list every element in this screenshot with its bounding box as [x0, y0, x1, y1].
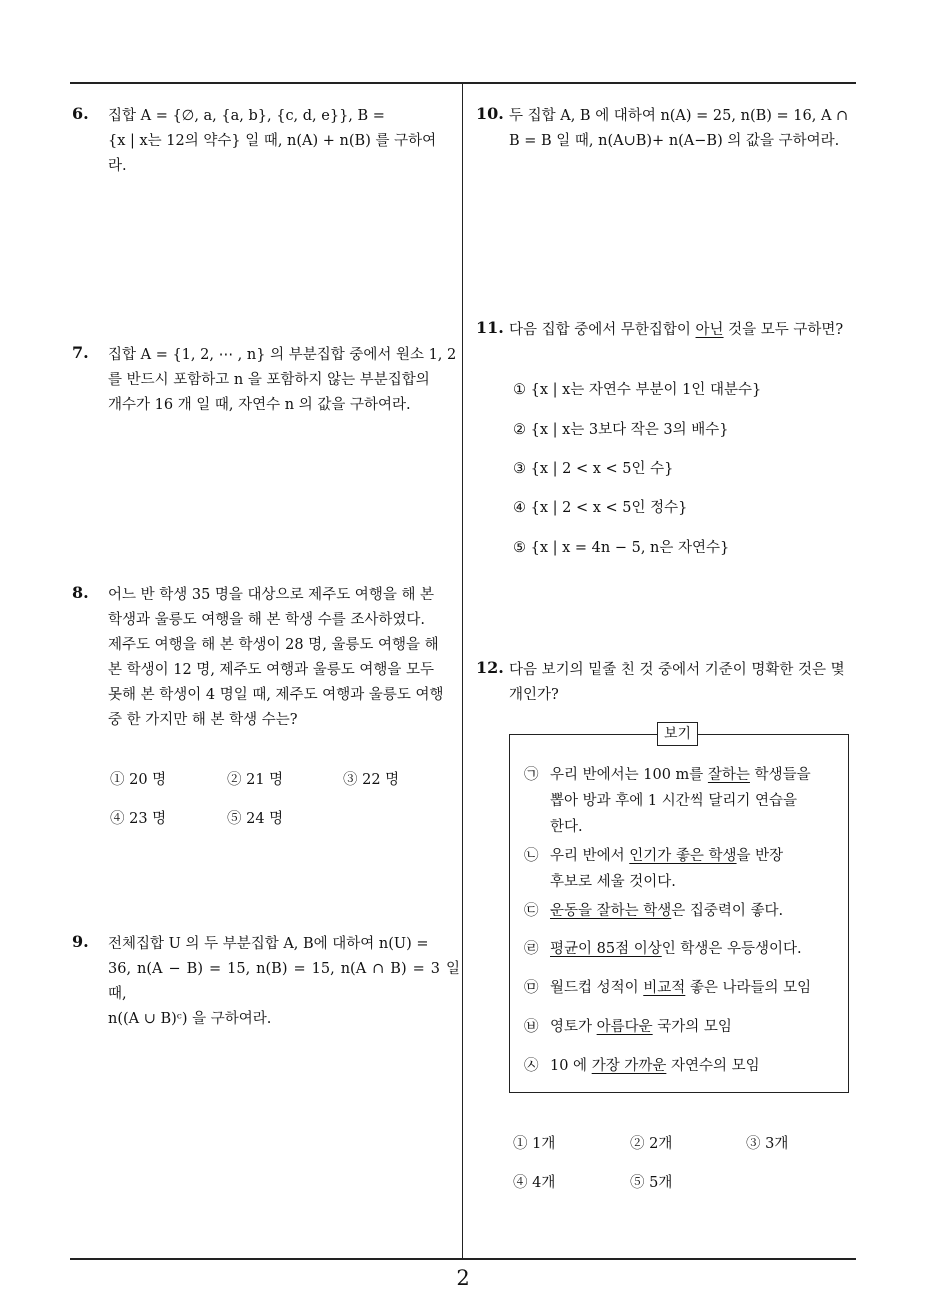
text-line: 를 반드시 포함하고 n 을 포함하지 않는 부분집합의: [108, 372, 430, 388]
item-marker: ㉥: [524, 1019, 539, 1035]
question-number: 11.: [476, 318, 504, 337]
text-line: 본 학생이 12 명, 제주도 여행과 울릉도 여행을 모두: [108, 662, 435, 678]
text-line: 36, n(A − B) = 15, n(B) = 15, n(A ∩ B) = 3 일 때,: [108, 961, 460, 1002]
question-text: [509, 658, 859, 708]
item-marker: ㉢: [524, 903, 539, 919]
question-number: 9.: [72, 932, 89, 951]
question-number: 6.: [72, 104, 89, 123]
choice-2[interactable]: ② 2개: [630, 1136, 673, 1152]
underlined-text: 잘하는: [707, 767, 750, 783]
text-line: 못해 본 학생이 4 명일 때, 제주도 여행과 울릉도 여행: [108, 687, 444, 703]
choice-5[interactable]: ⑤ {x | x = 4n − 5, n은 자연수}: [513, 540, 730, 556]
example-box-label: 보기: [657, 722, 698, 746]
underlined-text: 가장 가까운: [591, 1058, 667, 1074]
question-text: [108, 932, 460, 1032]
choice-3[interactable]: ③ 3개: [746, 1136, 789, 1152]
top-rule: [70, 82, 856, 84]
choice-1[interactable]: ① 20 명: [110, 772, 167, 788]
text-line: 한다.: [550, 819, 583, 835]
underlined-text: 비교적: [643, 980, 686, 996]
question-text: [108, 583, 460, 733]
choice-2[interactable]: ② 21 명: [227, 772, 284, 788]
item-marker: ㉣: [524, 941, 539, 957]
choice-3[interactable]: ③ {x | 2 < x < 5인 수}: [513, 461, 674, 477]
text-line: 집합 A = {∅, a, {a, b}, {c, d, e}}, B =: [108, 108, 385, 124]
item-marker: ㉤: [524, 980, 539, 996]
text-line: n((A ∪ B)ᶜ) 을 구하여라.: [108, 1011, 272, 1027]
text-line: 두 집합 A, B 에 대하여 n(A) = 25, n(B) = 16, A ∩: [509, 108, 849, 124]
question-number: 10.: [476, 104, 504, 123]
text-line: 개인가?: [509, 687, 559, 703]
underlined-text: 아닌: [695, 322, 724, 338]
question-text: [509, 318, 859, 343]
text-line: 어느 반 학생 35 명을 대상으로 제주도 여행을 해 본: [108, 587, 435, 603]
text-line: 중 한 가지만 해 본 학생 수는?: [108, 712, 298, 728]
choice-3[interactable]: ③ 22 명: [343, 772, 400, 788]
text-line: 후보로 세울 것이다.: [550, 874, 676, 890]
choice-5[interactable]: ⑤ 24 명: [227, 811, 284, 827]
text-line: 학생과 울릉도 여행을 해 본 학생 수를 조사하였다.: [108, 612, 426, 628]
column-divider: [462, 83, 463, 1258]
text-line: B = B 일 때, n(A∪B)+ n(A−B) 의 값을 구하여라.: [509, 133, 840, 149]
choice-4[interactable]: ④ 23 명: [110, 811, 167, 827]
text-line: 집합 A = {1, 2, ⋯ , n} 의 부분집합 중에서 원소 1, 2: [108, 347, 457, 363]
question-number: 12.: [476, 658, 504, 677]
question-text: [509, 104, 859, 154]
question-number: 7.: [72, 343, 89, 362]
underlined-text: 평균이 85점 이상: [550, 941, 662, 957]
underlined-text: 운동을 잘하는 학생: [550, 903, 672, 919]
choice-5[interactable]: ⑤ 5개: [630, 1175, 673, 1191]
text-line: {x | x는 12의 약수} 일 때, n(A) + n(B) 를 구하여: [108, 133, 437, 149]
page-number: 2: [456, 1266, 470, 1290]
text-line: 뽑아 방과 후에 1 시간씩 달리기 연습을: [550, 793, 797, 809]
text-fragment: 것을 모두 구하면?: [723, 322, 844, 338]
choice-4[interactable]: ④ 4개: [513, 1175, 556, 1191]
choice-4[interactable]: ④ {x | 2 < x < 5인 정수}: [513, 500, 688, 516]
item-marker: ㉦: [524, 1058, 539, 1074]
question-text: [108, 104, 460, 179]
text-line: 개수가 16 개 일 때, 자연수 n 의 값을 구하여라.: [108, 397, 411, 413]
bottom-rule: [70, 1258, 856, 1260]
text-line: 제주도 여행을 해 본 학생이 28 명, 울릉도 여행을 해: [108, 637, 439, 653]
question-text: [108, 343, 460, 418]
underlined-text: 아름다운: [596, 1019, 653, 1035]
item-marker: ㉠: [524, 767, 539, 783]
underlined-text: 인기가 좋은 학생: [629, 848, 737, 864]
item-marker: ㉡: [524, 848, 539, 864]
choice-1[interactable]: ① 1개: [513, 1136, 556, 1152]
text-line: 라.: [108, 158, 127, 174]
choice-2[interactable]: ② {x | x는 3보다 작은 3의 배수}: [513, 422, 729, 438]
text-fragment: 다음 집합 중에서 무한집합이: [509, 322, 696, 338]
text-line: 다음 보기의 밑줄 친 것 중에서 기준이 명확한 것은 몇: [509, 662, 845, 678]
question-number: 8.: [72, 583, 89, 602]
choice-1[interactable]: ① {x | x는 자연수 부분이 1인 대분수}: [513, 382, 762, 398]
text-line: 전체집합 U 의 두 부분집합 A, B에 대하여 n(U) =: [108, 936, 429, 952]
